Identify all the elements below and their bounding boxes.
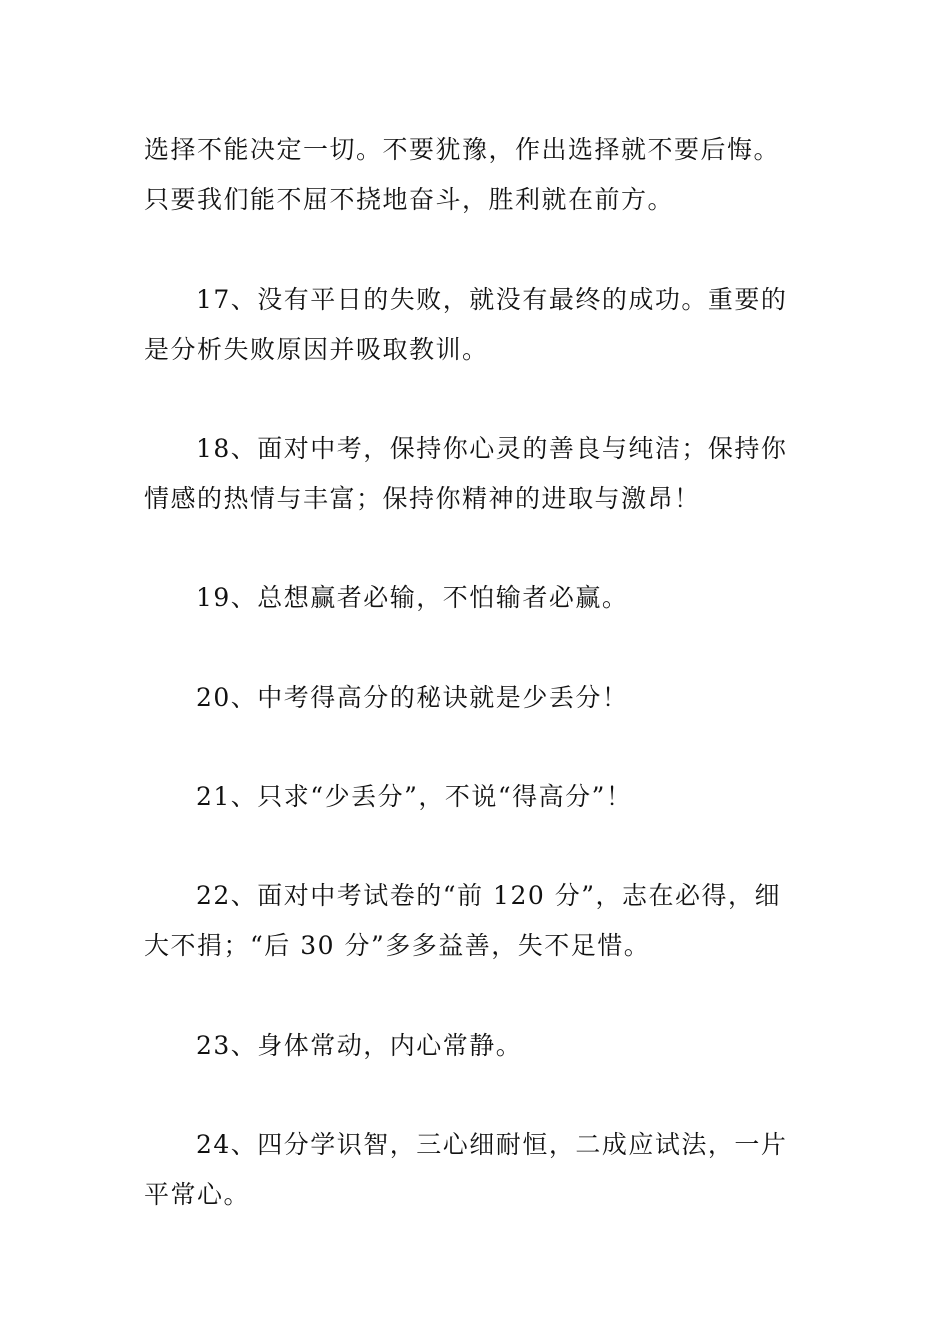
paragraph-23: 23、身体常动，内心常静。: [196, 1031, 523, 1060]
paragraph-18: 18、面对中考，保持你心灵的善良与纯洁；保持你情感的热情与丰富；保持你精神的进取与激昂！: [144, 434, 788, 513]
paragraph-intro: 选择不能决定一切。不要犹豫，作出选择就不要后悔。只要我们能不屈不挠地奋斗，胜利就在前方。: [144, 135, 781, 214]
paragraph-22: 22、面对中考试卷的“前 120 分”，志在必得，细大不捐；“后 30 分”多多益善，失不足惜。: [144, 881, 781, 960]
paragraph-24: 24、四分学识智，三心细耐恒，二成应试法，一片平常心。: [144, 1130, 788, 1209]
paragraph-20: 20、中考得高分的秘诀就是少丢分！: [196, 683, 629, 712]
paragraph-21: 21、只求“少丢分”，不说“得高分”！: [196, 782, 633, 811]
paragraph-19: 19、总想赢者必输，不怕输者必赢。: [196, 583, 629, 612]
paragraph-17: 17、没有平日的失败，就没有最终的成功。重要的是分析失败原因并吸取教训。: [144, 285, 788, 364]
